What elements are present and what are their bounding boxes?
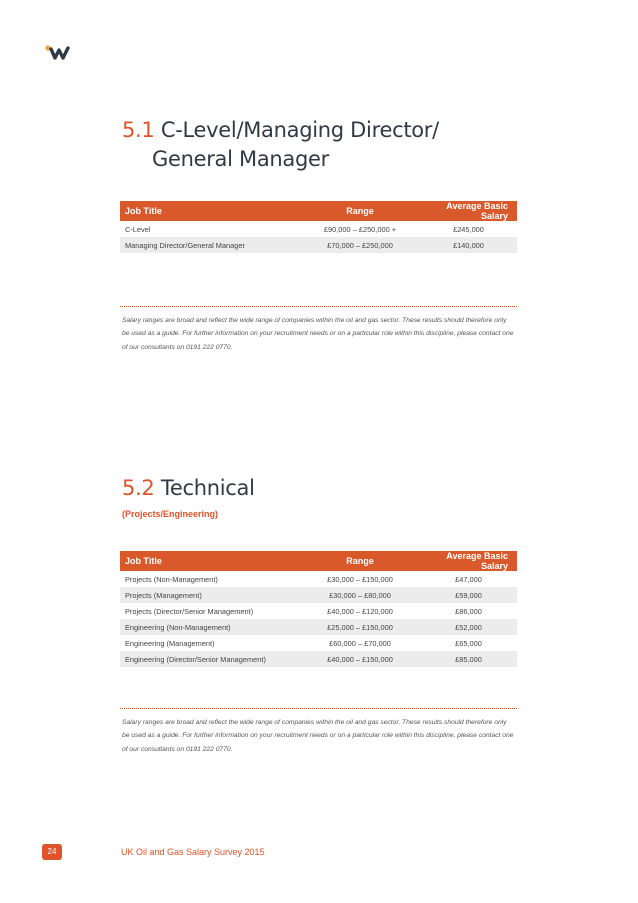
cell-job-title: Projects (Non-Management) (125, 574, 218, 584)
header-range: Range (300, 201, 420, 221)
cell-range: £90,000 – £250,000 + (323, 224, 397, 234)
cell-job-title: Engineering (Non-Management) (120, 619, 300, 635)
header-job-title: Job Title (120, 201, 300, 221)
header-job-title: Job Title (120, 551, 300, 571)
salary-note: Salary ranges are broad and reflect the wide range of companies within the oil and gas sector. These results should therefore only be used as a guide. For further information on your recruitment needs or on a particular role within this discipline, please contact one of our consultants on 0191 222 0770. (122, 317, 514, 351)
technical-salary-table (120, 551, 517, 667)
w-logo-icon (45, 45, 73, 61)
table-header-row (120, 201, 517, 221)
cell-range: £25,000 – £150,000 (300, 619, 420, 635)
header-range: Range (300, 551, 420, 571)
header-average-salary: Average Basic Salary (420, 201, 517, 221)
cell-average-salary: £65,000 (455, 638, 482, 648)
cell-job-title: Projects (Director/Senior Management) (125, 606, 254, 616)
section-5-2-heading (122, 474, 255, 503)
table-row (120, 571, 517, 587)
cell-average-salary: £52,000 (420, 619, 517, 635)
table-row (120, 651, 517, 667)
footer-title: UK Oil and Gas Salary Survey 2015 (121, 847, 265, 857)
cell-range: £70,000 – £250,000 (300, 237, 420, 253)
table-row (120, 221, 517, 237)
cell-average-salary: £140,000 (420, 237, 517, 253)
section-5-1-heading (122, 116, 439, 174)
cell-range: £30,000 – £80,000 (300, 587, 420, 603)
cell-average-salary: £47,000 (455, 574, 482, 584)
dotted-divider (120, 708, 517, 709)
table-row (120, 619, 517, 635)
table-header-row (120, 551, 517, 571)
cell-average-salary: £85,000 (420, 651, 517, 667)
section-subtitle: (Projects/Engineering) (122, 509, 219, 519)
cell-average-salary: £245,000 (453, 224, 484, 234)
cell-range: £40,000 – £150,000 (300, 651, 420, 667)
cell-job-title: Projects (Management) (120, 587, 300, 603)
c-level-salary-table (120, 201, 517, 253)
section-title: Technical (160, 476, 255, 500)
cell-job-title: Managing Director/General Manager (120, 237, 300, 253)
section-title-line2: General Manager (152, 147, 329, 171)
page-number-badge: 24 (42, 844, 62, 860)
table-row (120, 603, 517, 619)
cell-job-title: Engineering (Director/Senior Management) (120, 651, 300, 667)
table-row (120, 237, 517, 253)
section-number: 5.2 (122, 476, 155, 500)
cell-range: £30,000 – £150,000 (327, 574, 393, 584)
section-title-line1: C-Level/Managing Director/ (160, 118, 439, 142)
header-average-salary: Average Basic Salary (420, 551, 517, 571)
salary-note: Salary ranges are broad and reflect the wide range of companies within the oil and gas sector. These results should therefore only be used as a guide. For further information on your recruitment needs or on a particular role within this discipline, please contact one of our consultants on 0191 222 0770. (122, 719, 514, 753)
dotted-divider (120, 306, 517, 307)
cell-average-salary: £86,000 (455, 606, 482, 616)
cell-range: £60,000 – £70,000 (329, 638, 391, 648)
table-row (120, 635, 517, 651)
cell-average-salary: £59,000 (420, 587, 517, 603)
table-row (120, 587, 517, 603)
section-number: 5.1 (122, 118, 155, 142)
cell-range: £40,000 – £120,000 (327, 606, 393, 616)
cell-job-title: C-Level (125, 224, 151, 234)
cell-job-title: Engineering (Management) (125, 638, 215, 648)
